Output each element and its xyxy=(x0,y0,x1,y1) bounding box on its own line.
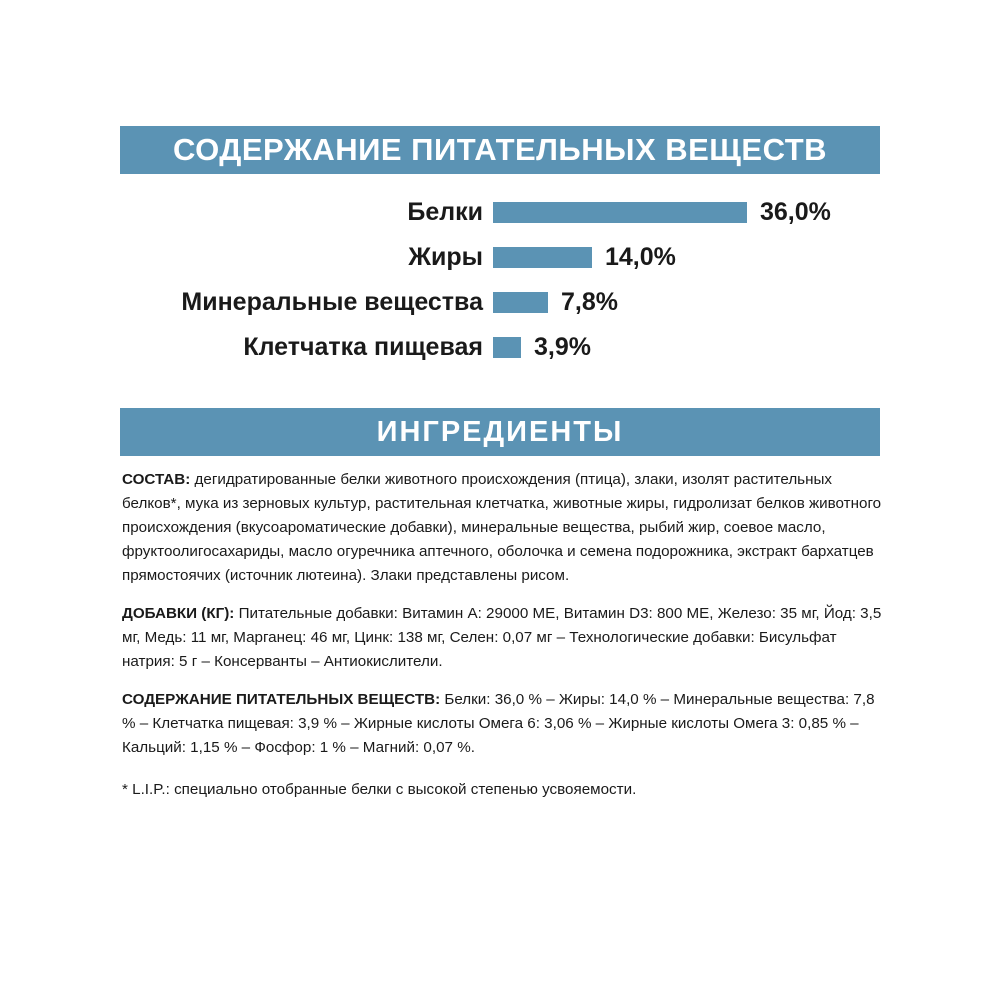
composition-paragraph xyxy=(122,468,884,588)
additives-paragraph xyxy=(122,602,884,674)
bar-label: Белки xyxy=(407,198,483,226)
bar-fill xyxy=(493,202,747,223)
nutrient-bar-chart xyxy=(120,190,880,370)
ingredients-body xyxy=(122,468,884,802)
chart-row xyxy=(120,235,880,280)
analysis-text: Белки: 36,0 % – Жиры: 14,0 % – Минеральные вещества: 7,8 % – Клетчатка пищевая: 3,9 % – Жирные кислоты Омега 6: 3,06 % – Жирные кислоты Омега 3: 0,85 % – Кальций: 1,15 % – Фосфор: 1 % – Магний: 0,07 %. xyxy=(122,691,875,757)
additives-text: Питательные добавки: Витамин А: 29000 МЕ, Витамин D3: 800 МЕ, Железо: 35 мг, Йод: 3,5 мг, Медь: 11 мг, Марганец: 46 мг, Цинк: 138 мг, Селен: 0,07 мг – Технологические добавки: Бисульфат натрия: 5 г – Консерванты – Антиокислители. xyxy=(122,605,882,671)
bar-value: 14,0% xyxy=(605,243,676,271)
nutrients-section-banner: СОДЕРЖАНИЕ ПИТАТЕЛЬНЫХ ВЕЩЕСТВ xyxy=(120,126,880,174)
chart-row xyxy=(120,325,880,370)
analysis-label: СОДЕРЖАНИЕ ПИТАТЕЛЬНЫХ ВЕЩЕСТВ: xyxy=(122,691,441,709)
bar-label: Жиры xyxy=(408,243,483,271)
chart-row xyxy=(120,190,880,235)
bar-fill xyxy=(493,337,521,358)
bar-value: 7,8% xyxy=(561,288,618,316)
composition-text: дегидратированные белки животного происхождения (птица), злаки, изолят растительных белков*, мука из зерновых культур, растительная клетчатка, животные жиры, гидролизат белков животного происхождения (вкусоароматические добавки), минеральные вещества, рыбий жир, соевое масло, фруктоолигосахариды, масло огуречника аптечного, оболочка и семена подорожника, экстракт бархатцев прямостоячих (источник лютеина). Злаки представлены рисом. xyxy=(122,471,882,585)
bar-track xyxy=(493,288,880,317)
analysis-paragraph xyxy=(122,688,884,760)
footnote: * L.I.P.: специально отобранные белки с высокой степенью усвояемости. xyxy=(122,781,637,799)
bar-fill xyxy=(493,247,592,268)
ingredients-section-banner: ИНГРЕДИЕНТЫ xyxy=(120,408,880,456)
bar-label: Клетчатка пищевая xyxy=(243,333,483,361)
bar-track xyxy=(493,243,880,272)
bar-fill xyxy=(493,292,548,313)
bar-value: 3,9% xyxy=(534,333,591,361)
bar-track xyxy=(493,198,880,227)
composition-label: СОСТАВ: xyxy=(122,471,191,488)
bar-value: 36,0% xyxy=(760,198,831,226)
bar-track xyxy=(493,333,880,362)
chart-row xyxy=(120,280,880,325)
bar-label: Минеральные вещества xyxy=(181,288,483,316)
additives-label: ДОБАВКИ (КГ): xyxy=(122,605,235,623)
